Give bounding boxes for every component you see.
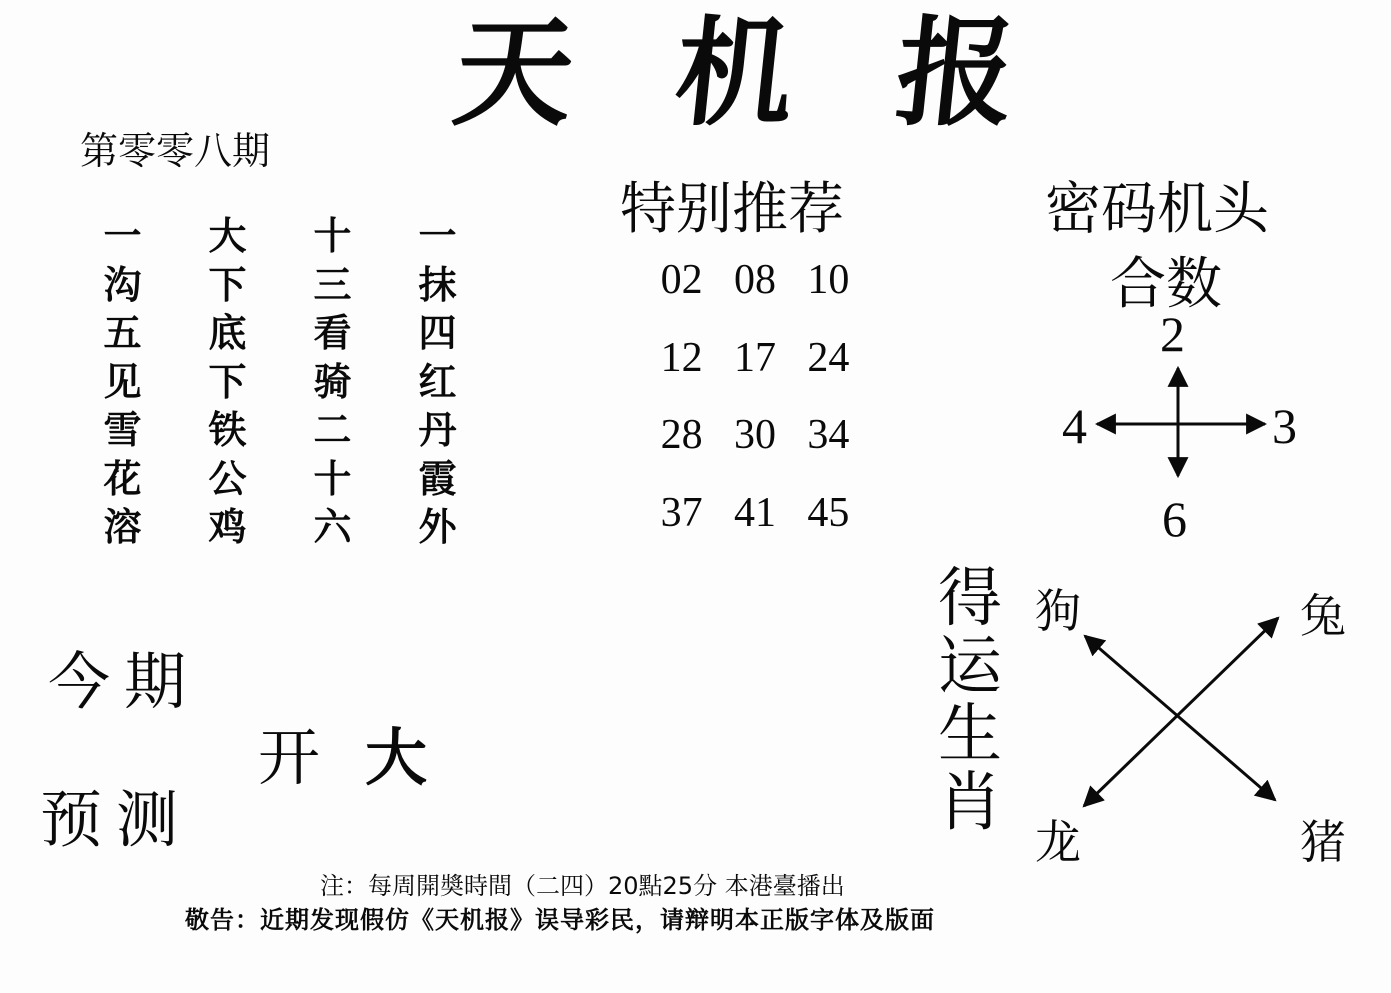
poem-char: 五 xyxy=(103,311,142,356)
recommend-number: 10 xyxy=(807,257,850,303)
diagonal-arrows xyxy=(1084,618,1278,806)
poem-char: 鸡 xyxy=(208,505,247,550)
poem-char: 一 xyxy=(103,214,142,258)
code-subtitle: 合数 xyxy=(1110,252,1222,317)
poem-char: 底 xyxy=(208,311,247,356)
poem-char: 见 xyxy=(103,359,142,404)
zodiac-top-right: 兔 xyxy=(1300,589,1346,643)
title-char: 机 xyxy=(668,4,802,142)
code-right-number: 3 xyxy=(1272,398,1297,454)
poem-char: 四 xyxy=(418,311,457,356)
poem-char: 抹 xyxy=(418,262,457,307)
poem-char: 沟 xyxy=(103,262,142,307)
broadcast-note: 注：每周開奬時間（二四）20點25分 本港臺播出 xyxy=(320,872,845,900)
title-char: 报 xyxy=(889,4,1023,142)
poem-char: 十 xyxy=(313,214,352,258)
code-left-number: 4 xyxy=(1062,398,1087,454)
issue-number: 第零零八期 xyxy=(80,129,271,173)
poem-char: 下 xyxy=(208,262,247,307)
poem-char: 六 xyxy=(313,505,352,550)
recommend-number: 34 xyxy=(807,412,850,458)
predict-line-1: 今期 xyxy=(48,645,201,718)
open-value: 大 xyxy=(365,721,428,794)
poem-char: 二 xyxy=(313,408,352,453)
code-top-number: 2 xyxy=(1160,306,1185,362)
recommend-number: 17 xyxy=(733,334,776,381)
poem-char: 花 xyxy=(103,456,142,501)
poem-char: 外 xyxy=(418,505,457,550)
poem-char: 三 xyxy=(313,262,352,307)
code-bottom-number: 6 xyxy=(1162,491,1187,547)
recommend-number: 12 xyxy=(660,334,703,381)
zodiac-bottom-left: 龙 xyxy=(1035,815,1081,869)
counterfeit-warning: 敬告：近期发现假仿《天机报》误导彩民，请辩明本正版字体及版面 xyxy=(185,906,935,934)
cross-arrows xyxy=(1097,368,1265,476)
recommend-number: 30 xyxy=(733,412,776,458)
poem-char: 霞 xyxy=(418,456,457,501)
poem-char: 看 xyxy=(313,311,352,356)
poem-char: 下 xyxy=(208,359,247,404)
recommend-number: 45 xyxy=(807,489,850,536)
poem-char: 十 xyxy=(313,456,352,501)
recommend-number: 08 xyxy=(733,257,776,303)
title-char: 天 xyxy=(447,4,581,142)
poem-char: 雪 xyxy=(103,408,142,453)
recommend-number: 28 xyxy=(660,412,703,458)
poem-char: 丹 xyxy=(418,408,457,453)
code-title: 密码机头 xyxy=(1045,177,1269,242)
zodiac-bottom-right: 猪 xyxy=(1300,815,1346,869)
recommend-number: 24 xyxy=(807,334,850,381)
poem-char: 铁 xyxy=(208,408,247,453)
lucky-zodiac-label: 得运生肖 xyxy=(938,562,1002,840)
poem-char: 公 xyxy=(208,456,247,501)
zodiac-top-left: 狗 xyxy=(1035,584,1081,638)
poem-char: 溶 xyxy=(103,505,142,550)
poem-char: 大 xyxy=(208,214,247,258)
open-label: 开 xyxy=(258,721,321,794)
poem-char: 红 xyxy=(418,359,457,404)
poem-char: 骑 xyxy=(313,359,352,404)
poem-char: 一 xyxy=(418,214,457,258)
predict-line-2: 预测 xyxy=(40,783,193,856)
recommend-title: 特别推荐 xyxy=(620,177,844,242)
recommend-number: 02 xyxy=(660,257,703,303)
recommend-number: 37 xyxy=(660,489,703,536)
recommend-number: 41 xyxy=(733,489,776,536)
